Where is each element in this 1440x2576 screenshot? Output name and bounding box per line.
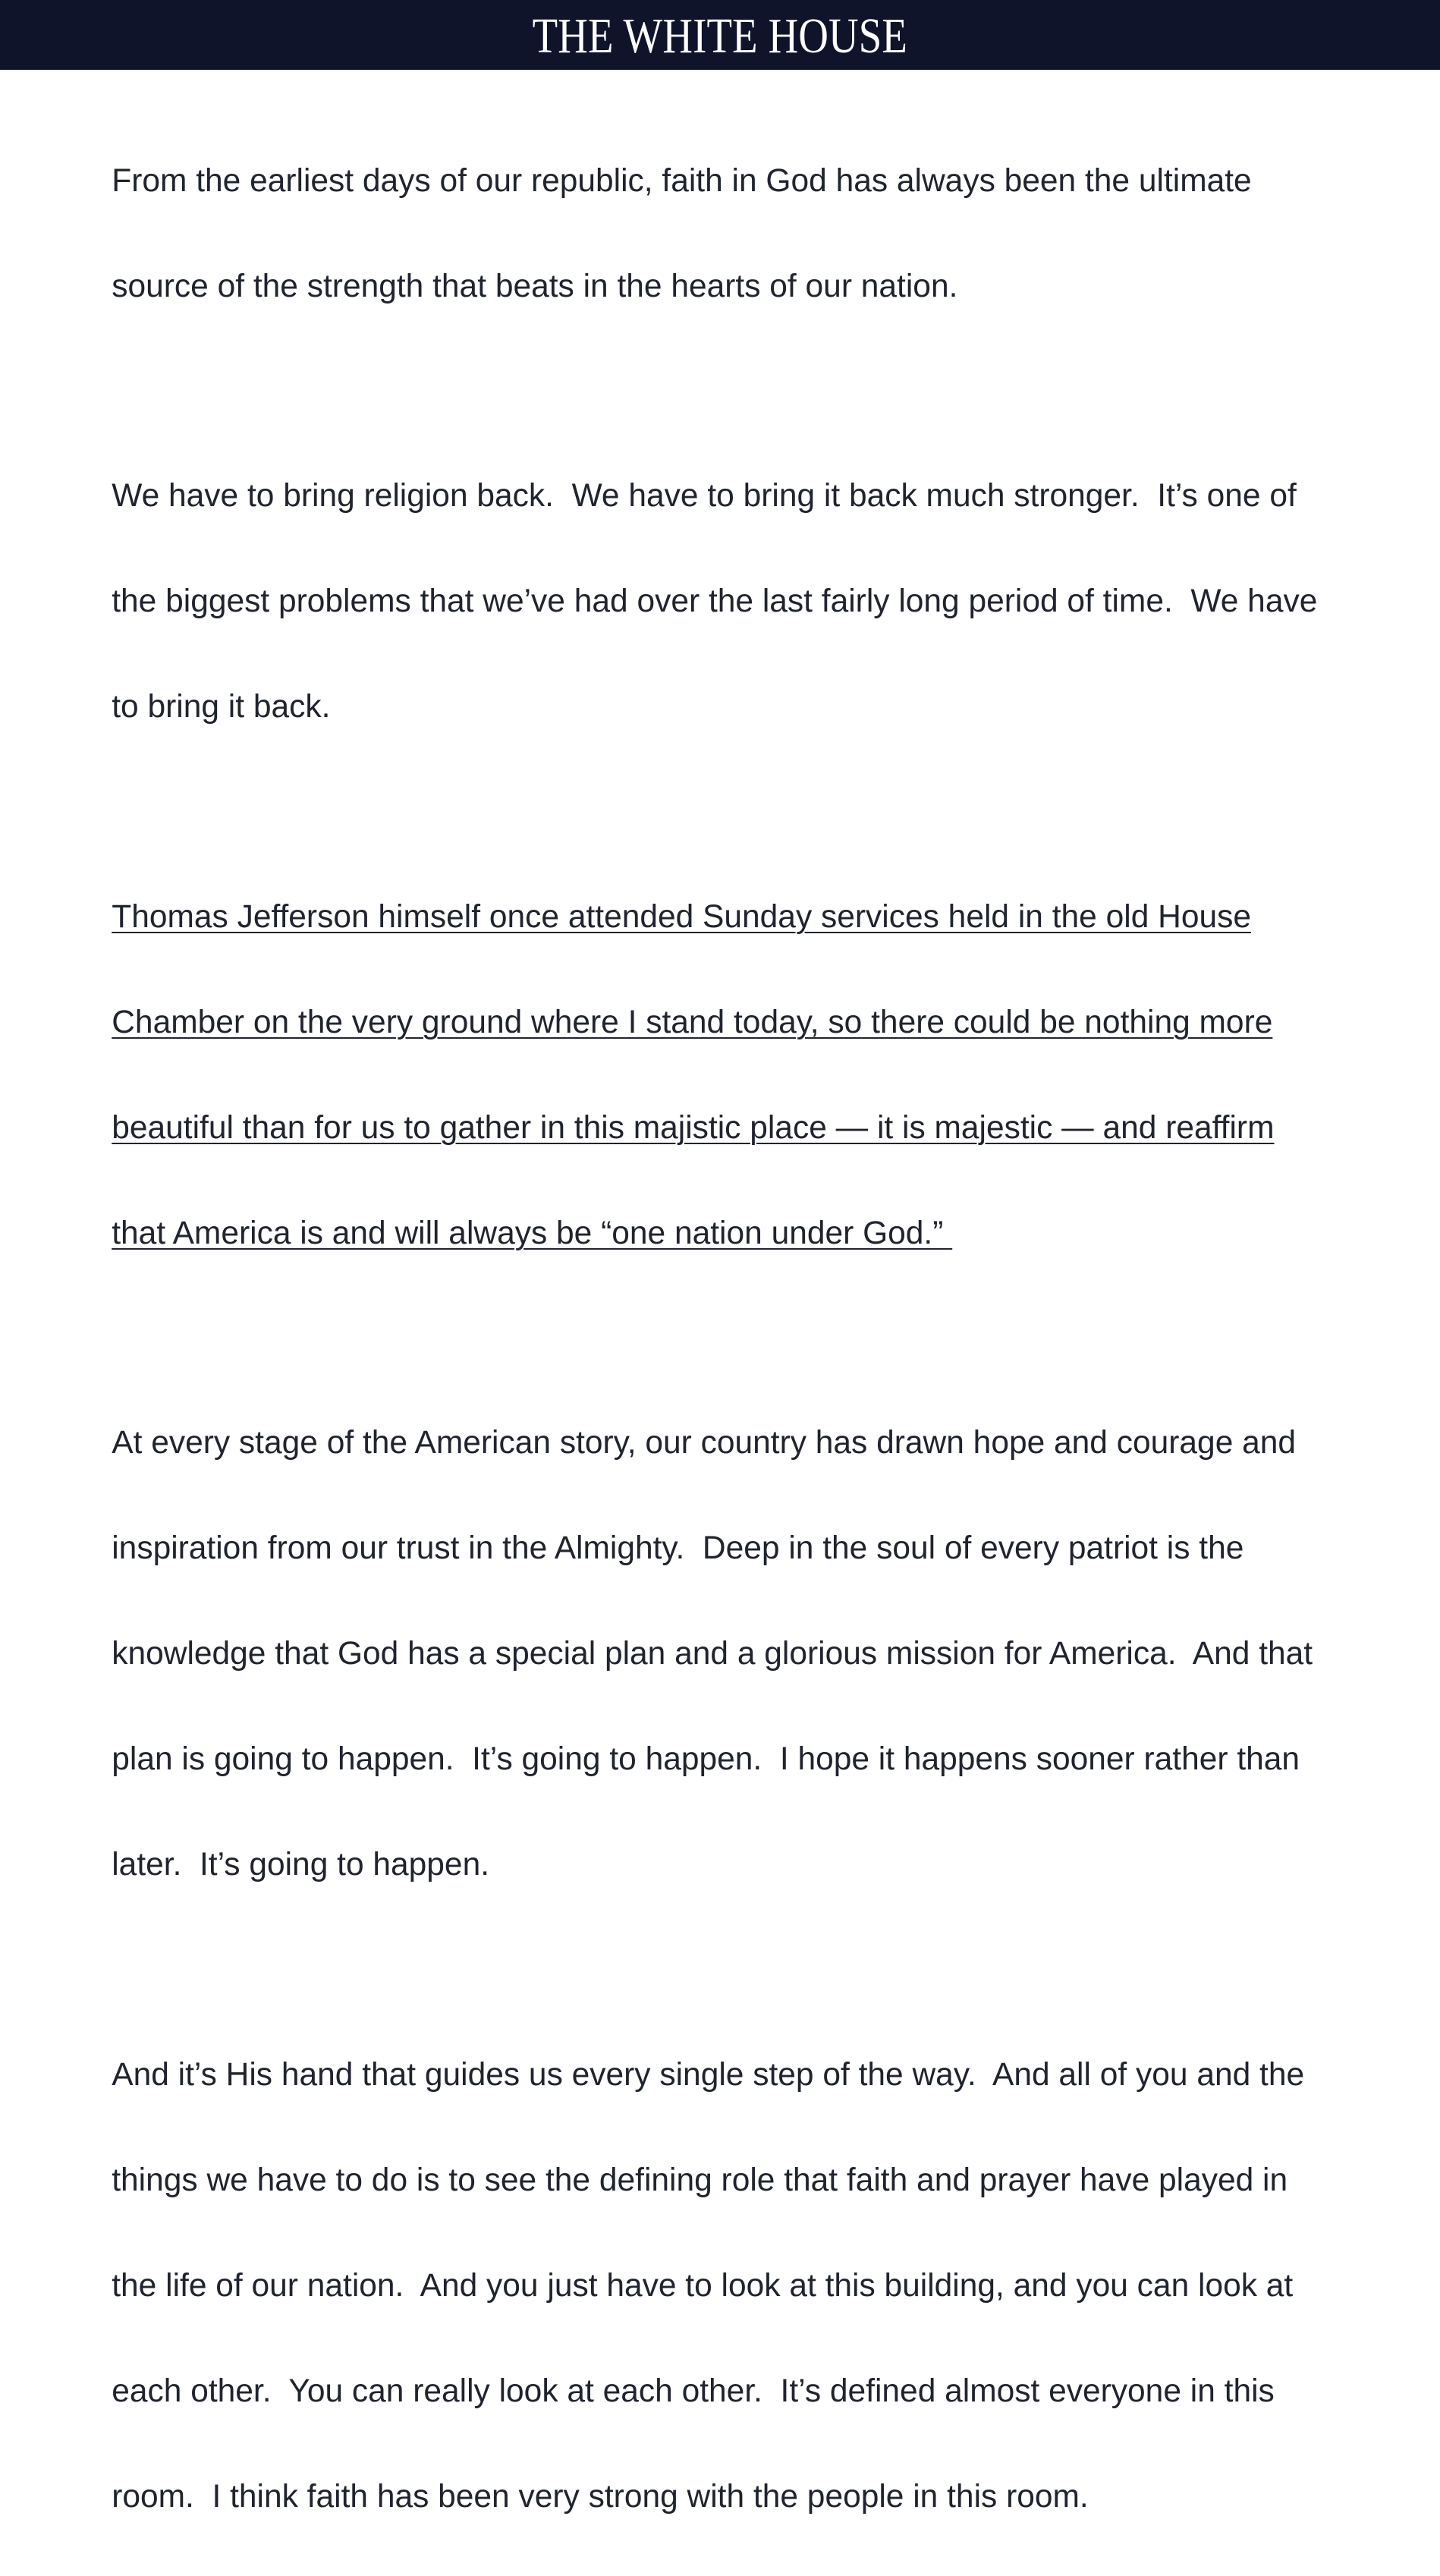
paragraph-5-line-5: room. I think faith has been very strong with the people in this room. [112, 2478, 1089, 2515]
site-title: THE WHITE HOUSE [532, 8, 908, 64]
site-header [0, 0, 1440, 70]
paragraph-5 [76, 1996, 1411, 2576]
paragraph-2 [76, 417, 1411, 787]
paragraph-2-line-2: the biggest problems that we’ve had over the last fairly long period of time. We have [112, 583, 1318, 619]
paragraph-4-line-3: knowledge that God has a special plan and a glorious mission for America. And that [112, 1636, 1313, 1672]
article-body [76, 102, 1411, 2576]
paragraph-5-line-1: And it’s His hand that guides us every single step of the way. And all of you and the [112, 2056, 1305, 2093]
paragraph-4 [76, 1364, 1411, 1945]
paragraph-3-line-1[interactable]: Thomas Jefferson himself once attended Sunday services held in the old House [112, 898, 1251, 935]
paragraph-4-line-1: At every stage of the American story, our country has drawn hope and courage and [112, 1425, 1297, 1461]
paragraph-2-line-1: We have to bring religion back. We have to bring it back much stronger. It’s one of [112, 478, 1297, 514]
paragraph-4-line-2: inspiration from our trust in the Almighty. Deep in the soul of every patriot is the [112, 1530, 1244, 1566]
paragraph-3-line-3[interactable]: beautiful than for us to gather in this majistic place — it is majestic — and reaffirm [112, 1109, 1275, 1146]
paragraph-3-line-2[interactable]: Chamber on the very ground where I stand today, so there could be nothing more [112, 1004, 1273, 1040]
paragraph-5-line-3: the life of our nation. And you just have to look at this building, and you can look at [112, 2267, 1294, 2304]
paragraph-5-line-2: things we have to do is to see the defining role that faith and prayer have played in [112, 2162, 1288, 2198]
paragraph-1-line-1: From the earliest days of our republic, faith in God has always been the ultimate [112, 162, 1252, 199]
paragraph-4-line-5: later. It’s going to happen. [112, 1847, 490, 1882]
paragraph-4-line-4: plan is going to happen. It’s going to happen. I hope it happens sooner rather than [112, 1741, 1300, 1777]
paragraph-1-line-2: source of the strength that beats in the hearts of our nation. [112, 268, 958, 304]
paragraph-5-line-4: each other. You can really look at each other. It’s defined almost everyone in this [112, 2373, 1275, 2409]
paragraph-2-line-3: to bring it back. [112, 689, 331, 725]
paragraph-1 [76, 102, 1411, 366]
paragraph-3-line-4[interactable]: that America is and will always be “one nation under God.” [112, 1215, 953, 1251]
paragraph-3-link[interactable] [76, 838, 1411, 1313]
